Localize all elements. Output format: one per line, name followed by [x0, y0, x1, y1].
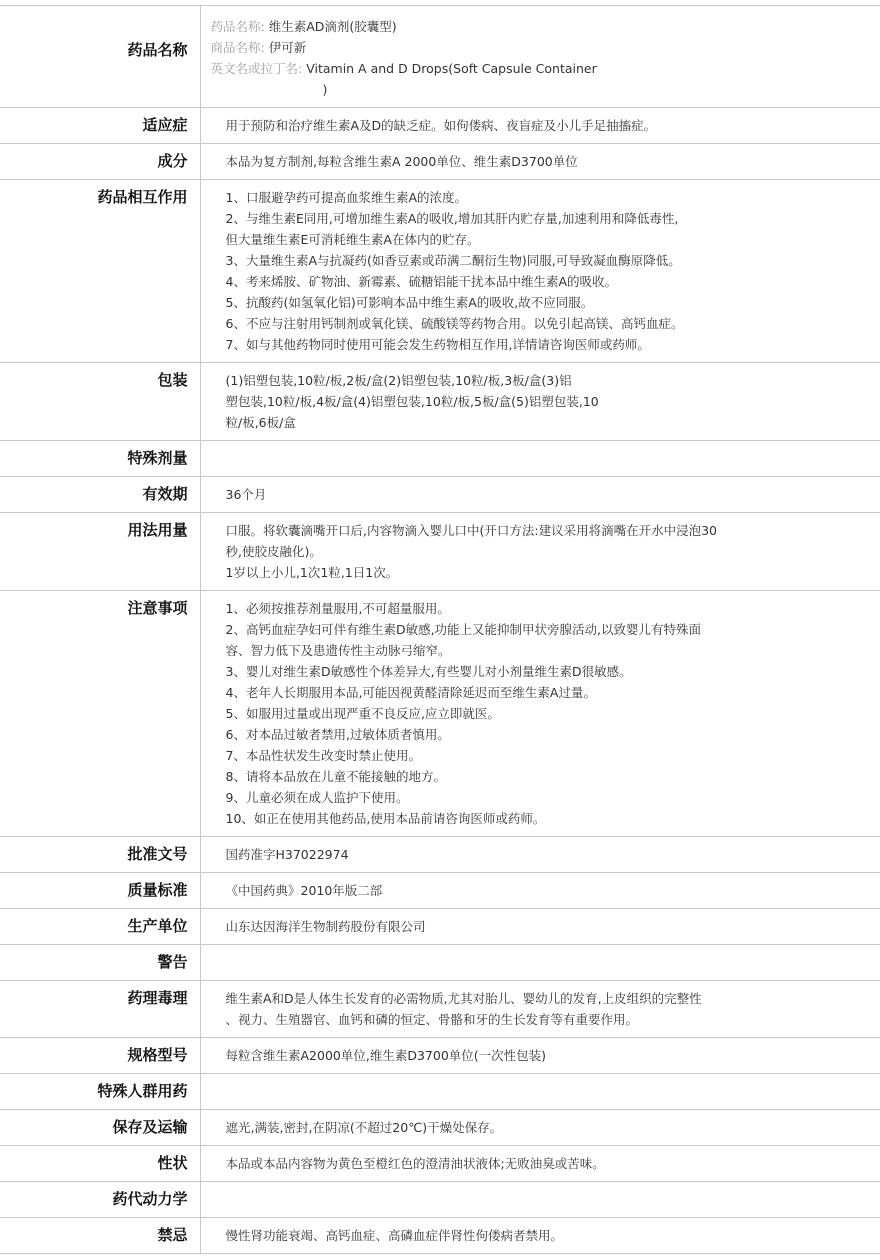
pharmacokinetics-value	[200, 1182, 880, 1218]
row-storage	[0, 1110, 880, 1146]
text-line: 粒/板,6板/盒	[225, 415, 296, 430]
text-line: 10、如正在使用其他药品,使用本品前请咨询医师或药师。	[225, 811, 546, 826]
row-label: 成分	[0, 144, 200, 180]
special-dose-value	[200, 441, 880, 477]
generic-name-value: 维生素AD滴剂(胶囊型)	[268, 19, 397, 34]
drug-info-document	[0, 5, 880, 1254]
row-pharmacology	[0, 981, 880, 1038]
row-appearance	[0, 1146, 880, 1182]
text-line: 1岁以上小儿,1次1粒,1日1次。	[225, 565, 399, 580]
english-name-key: 英文名或拉丁名:	[210, 61, 303, 76]
trade-name-value: 伊可新	[268, 40, 307, 55]
text-line: 、视力、生殖器官、血钙和磷的恒定、骨骼和牙的生长发育等有重要作用。	[225, 1012, 639, 1027]
manufacturer-value: 山东达因海洋生物制药股份有限公司	[225, 919, 426, 934]
special-population-value	[200, 1074, 880, 1110]
row-validity	[0, 477, 880, 513]
text-line: 9、儿童必须在成人监护下使用。	[225, 790, 409, 805]
text-line: 7、本品性状发生改变时禁止使用。	[225, 748, 421, 763]
row-special-population	[0, 1074, 880, 1110]
row-label: 性状	[0, 1146, 200, 1182]
row-label: 药代动力学	[0, 1182, 200, 1218]
row-contraindications	[0, 1218, 880, 1254]
row-label: 药理毒理	[0, 981, 200, 1038]
row-standard	[0, 873, 880, 909]
row-label: 质量标准	[0, 873, 200, 909]
row-ingredients	[0, 144, 880, 180]
usage-value	[200, 513, 880, 591]
approval-value: 国药准字H37022974	[225, 847, 349, 862]
text-line: 维生素A和D是人体生长发育的必需物质,尤其对胎儿、婴幼儿的发育,上皮组织的完整性	[225, 991, 702, 1006]
text-line: (1)铝塑包装,10粒/板,2板/盒(2)铝塑包装,10粒/板,3板/盒(3)铝	[225, 373, 572, 388]
row-precautions	[0, 591, 880, 837]
row-interactions	[0, 180, 880, 363]
row-approval	[0, 837, 880, 873]
drug-info-table	[0, 5, 880, 1254]
row-label: 生产单位	[0, 909, 200, 945]
row-label: 警告	[0, 945, 200, 981]
pharmacology-value	[200, 981, 880, 1038]
english-name-value: Vitamin A and D Drops(Soft Capsule Container	[306, 61, 597, 76]
row-warning	[0, 945, 880, 981]
generic-name-key: 药品名称:	[210, 19, 265, 34]
row-label: 用法用量	[0, 513, 200, 591]
text-line: 7、如与其他药物同时使用可能会发生药物相互作用,详情请咨询医师或药师。	[225, 337, 650, 352]
row-indication	[0, 108, 880, 144]
spec-value: 每粒含维生素A2000单位,维生素D3700单位(一次性包装)	[225, 1048, 547, 1063]
text-line: 但大量维生素E可消耗维生素A在体内的贮存。	[225, 232, 480, 247]
row-drug-name	[0, 6, 880, 108]
trade-name-line	[211, 37, 880, 58]
row-label: 有效期	[0, 477, 200, 513]
drug-name-values	[200, 6, 880, 108]
text-line: 8、请将本品放在儿童不能接触的地方。	[225, 769, 446, 784]
text-line: 容、智力低下及患遗传性主动脉弓缩窄。	[225, 643, 451, 658]
row-label: 药品名称	[0, 6, 200, 108]
text-line: 口服。将软囊滴嘴开口后,内容物滴入婴儿口中(开口方法:建议采用将滴嘴在开水中浸泡30	[225, 523, 717, 538]
row-pharmacokinetics	[0, 1182, 880, 1218]
ingredients-value: 本品为复方制剂,每粒含维生素A 2000单位、维生素D3700单位	[225, 154, 578, 169]
standard-value: 《中国药典》2010年版二部	[225, 883, 383, 898]
validity-value: 36个月	[225, 487, 267, 502]
text-line: 2、高钙血症孕妇可伴有维生素D敏感,功能上又能抑制甲状旁腺活动,以致婴儿有特殊面	[225, 622, 702, 637]
row-manufacturer	[0, 909, 880, 945]
package-value	[200, 363, 880, 441]
indication-value: 用于预防和治疗维生素A及D的缺乏症。如佝偻病、夜盲症及小儿手足抽搐症。	[225, 118, 657, 133]
row-special-dose	[0, 441, 880, 477]
english-name-line	[211, 58, 880, 79]
trade-name-key: 商品名称:	[210, 40, 265, 55]
text-line: 5、抗酸药(如氢氧化铝)可影响本品中维生素A的吸收,故不应同服。	[225, 295, 594, 310]
text-line: 3、婴儿对维生素D敏感性个体差异大,有些婴儿对小剂量维生素D很敏感。	[225, 664, 632, 679]
row-label: 禁忌	[0, 1218, 200, 1254]
precautions-value	[200, 591, 880, 837]
text-line: 1、必须按推荐剂量服用,不可超量服用。	[225, 601, 450, 616]
row-label: 包装	[0, 363, 200, 441]
row-label: 药品相互作用	[0, 180, 200, 363]
text-line: 6、对本品过敏者禁用,过敏体质者慎用。	[225, 727, 450, 742]
contraindications-value: 慢性肾功能衰竭、高钙血症、高磷血症伴肾性佝偻病者禁用。	[225, 1228, 564, 1243]
row-package	[0, 363, 880, 441]
row-label: 注意事项	[0, 591, 200, 837]
appearance-value: 本品或本品内容物为黄色至橙红色的澄清油状液体;无败油臭或苦味。	[225, 1156, 605, 1171]
row-label: 适应症	[0, 108, 200, 144]
text-line: 6、不应与注射用钙制剂或氧化镁、硫酸镁等药物合用。以免引起高镁、高钙血症。	[225, 316, 684, 331]
text-line: 1、口服避孕药可提高血浆维生素A的浓度。	[225, 190, 468, 205]
text-line: 塑包装,10粒/板,4板/盒(4)铝塑包装,10粒/板,5板/盒(5)铝塑包装,10	[225, 394, 599, 409]
text-line: 秒,使胶皮融化)。	[225, 544, 322, 559]
generic-name-line	[211, 16, 880, 37]
text-line: 4、老年人长期服用本品,可能因视黄醛清除延迟而至维生素A过量。	[225, 685, 596, 700]
text-line: 3、大量维生素A与抗凝药(如香豆素或茚满二酮衍生物)同服,可导致凝血酶原降低。	[225, 253, 681, 268]
row-label: 保存及运输	[0, 1110, 200, 1146]
row-spec	[0, 1038, 880, 1074]
row-label: 批准文号	[0, 837, 200, 873]
row-label: 规格型号	[0, 1038, 200, 1074]
text-line: 2、与维生素E同用,可增加维生素A的吸收,增加其肝内贮存量,加速利用和降低毒性,	[225, 211, 679, 226]
row-label: 特殊人群用药	[0, 1074, 200, 1110]
storage-value: 遮光,满装,密封,在阴凉(不超过20℃)干燥处保存。	[225, 1120, 503, 1135]
row-label: 特殊剂量	[0, 441, 200, 477]
interactions-value	[200, 180, 880, 363]
warning-value	[200, 945, 880, 981]
text-line: 5、如服用过量或出现严重不良反应,应立即就医。	[225, 706, 500, 721]
row-usage	[0, 513, 880, 591]
text-line: 4、考来烯胺、矿物油、新霉素、硫糖铝能干扰本品中维生素A的吸收。	[225, 274, 618, 289]
english-name-close: )	[322, 82, 328, 97]
